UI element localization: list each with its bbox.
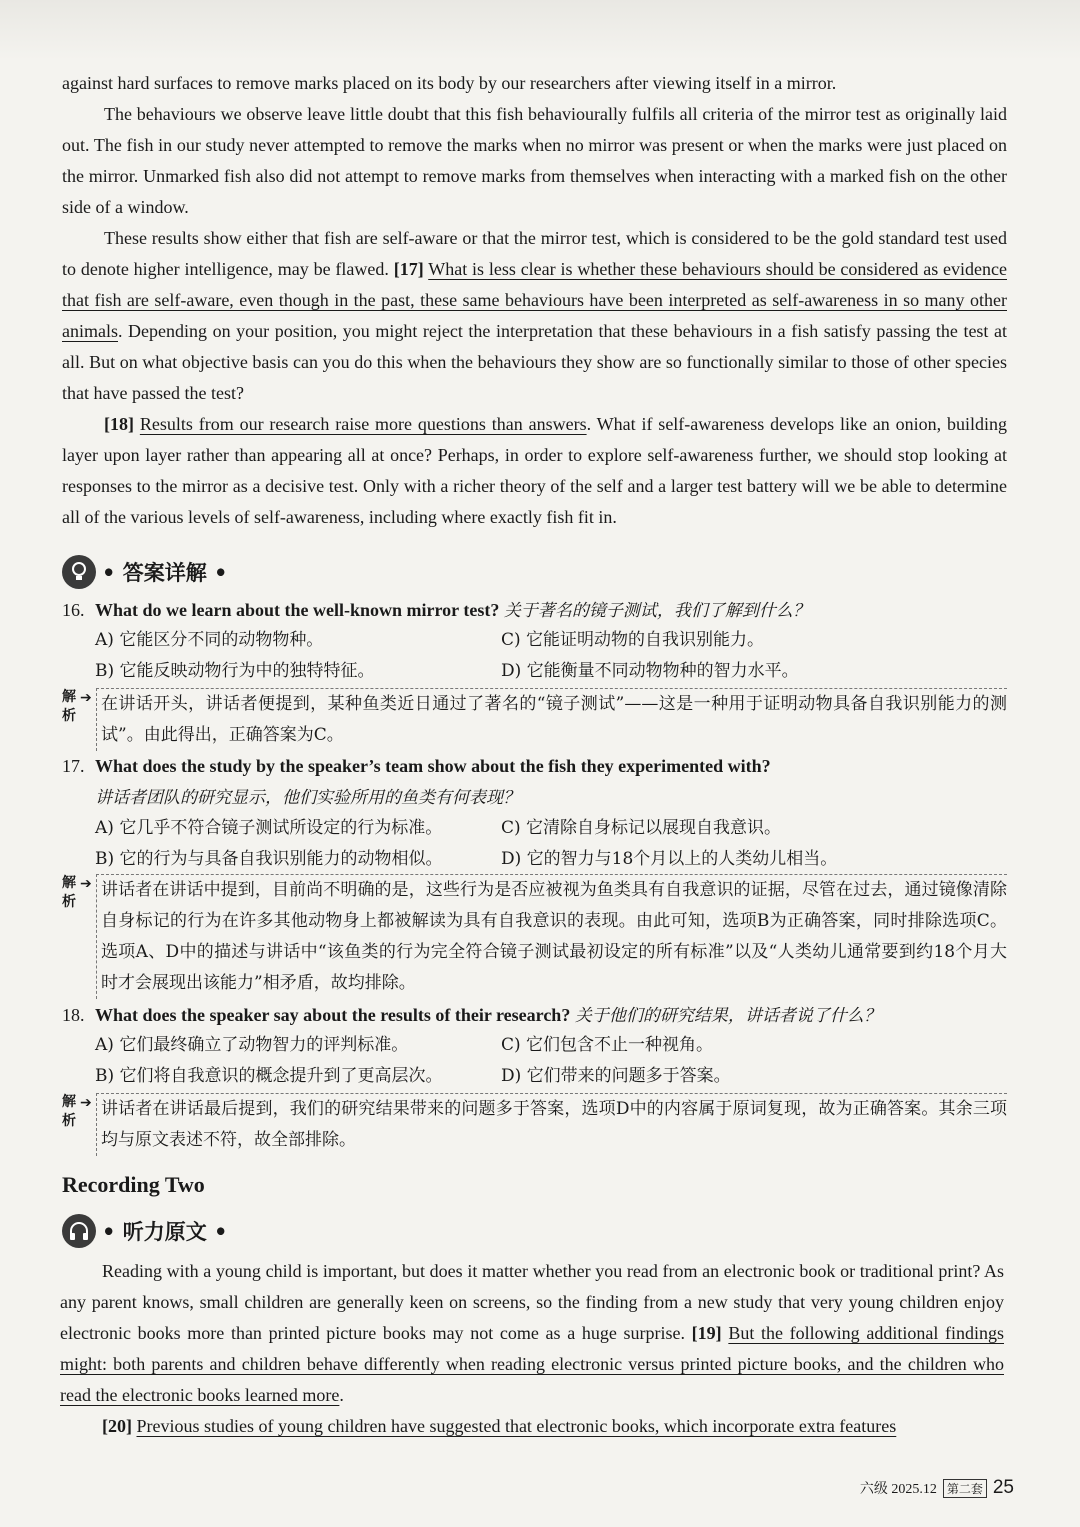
- answers-title: • 答案详解 •: [102, 560, 228, 585]
- lightbulb-icon: [62, 555, 96, 589]
- option-b: B) 它的行为与具备自我识别能力的动物相似。: [95, 849, 443, 869]
- option-a: A) 它几乎不符合镜子测试所设定的行为标准。: [95, 818, 443, 838]
- headphones-icon: [62, 1214, 96, 1248]
- recording-two-title: Recording Two: [62, 1172, 205, 1197]
- explanation-16: 解析 ➔ 在讲话开头，讲话者便提到，某种鱼类近日通过了著名的“镜子测试”——这是一种用于证明动物具备自我识别能力的测试”。由此得出，正确答案为C。: [62, 688, 1007, 751]
- paragraph-results: These results show either that fish are self-aware or that the mirror test, which is considered to be the gold standard test used to denote higher intelligence, may be flawed. [17] What is less clear is whether these behaviours should be considered as evidence that fish are self-aware, even though in the past, these same behaviours have been interpreted as self-awareness in so many other animals. Depending on your position, you might reject the interpretation that these behaviours in a fish satisfy passing the test at all. But on what objective basis can you do this when the behaviours they show are so functionally similar to those of other species that have passed the test?: [62, 228, 1007, 403]
- explanation-label: 解析: [62, 875, 76, 910]
- option-d: D) 它们带来的问题多于答案。: [501, 1066, 731, 1086]
- options-16: [95, 625, 995, 687]
- marker-18: [18]: [104, 414, 134, 434]
- option-a: A) 它能区分不同的动物物种。: [95, 630, 324, 650]
- underlined-answer-20: Previous studies of young children have suggested that electronic books, which incorporate extra features: [136, 1416, 897, 1436]
- option-c: C) 它们包含不止一种视角。: [501, 1035, 714, 1055]
- underlined-answer-18: Results from our research raise more questions than answers: [139, 414, 587, 434]
- passage-two: [60, 1256, 1004, 1442]
- arrow-icon: ➔: [80, 877, 92, 892]
- answers-section-header: [62, 555, 227, 589]
- options-17: [95, 813, 995, 875]
- question-17: 17. What does the study by the speaker’s team show about the fish they experimented with?: [62, 756, 771, 776]
- arrow-icon: ➔: [80, 1096, 92, 1111]
- question-18: 18. What does the speaker say about the results of their research? 关于他们的研究结果，讲话者说了什么？: [62, 1005, 881, 1026]
- page-footer: [860, 1477, 1014, 1499]
- explanation-17: 解析 ➔ 讲话者在讲话中提到，目前尚不明确的是，这些行为是否应被视为鱼类具有自我意识的证据，尽管在过去，通过镜像清除自身标记的行为在许多其他动物身上都被解读为具有自我意识的表现。由此可知，选项B为正确答案，同时排除选项C。选项A、D中的描述与讲话中“该鱼类的行为完全符合镜子测试最初设定的所有标准”以及“人类幼儿通常要到约18个月大时才会展现出该能力”相矛盾，故均排除。: [62, 874, 1007, 999]
- option-c: C) 它清除自身标记以展现自我意识。: [501, 818, 782, 838]
- passage-one: [62, 68, 1007, 533]
- arrow-icon: ➔: [80, 691, 92, 706]
- marker-20: [20]: [102, 1416, 132, 1436]
- page-number: 25: [992, 1477, 1014, 1498]
- paragraph-conclusion: [18] Results from our research raise more questions than answers. What if self-awareness develops like an onion, building layer upon layer rather than appearing all at once? Perhaps, in order to explore self-awareness further, we should stop looking at responses to the mirror as a decisive test. Only with a richer theory of the self and a larger test battery will we be able to determine all of the various levels of self-awareness, including where exactly fish fit in.: [62, 414, 1008, 527]
- marker-19: [19]: [691, 1323, 722, 1343]
- paragraph-behaviours: The behaviours we observe leave little doubt that this fish behaviourally fulfils all criteria of the mirror test as originally laid out. The fish in our study never attempted to remove the marks when no mirror was present or when the marks were just placed on the mirror. Unmarked fish also did not attempt to remove marks from themselves when interacting with a marked fish on the other side of a window.: [62, 104, 1007, 217]
- exam-level: 六级 2025.12: [859, 1482, 937, 1497]
- paragraph-previous-studies: [60, 1411, 1004, 1442]
- marker-17: [17]: [393, 259, 424, 279]
- option-d: D) 它能衡量不同动物物种的智力水平。: [501, 661, 799, 681]
- question-17-chinese: 讲话者团队的研究显示，他们实验所用的鱼类有何表现？: [95, 788, 520, 808]
- listening-title: • 听力原文 •: [102, 1219, 228, 1244]
- option-a: A) 它们最终确立了动物智力的评判标准。: [95, 1035, 409, 1055]
- option-b: B) 它们将自我意识的概念提升到了更高层次。: [95, 1066, 443, 1086]
- options-18: [95, 1030, 995, 1092]
- underlined-answer-17: What is less clear is whether these behaviours should be considered as evidence that fish are self-aware, even though in the past, these same behaviours have been interpreted as self-awareness in so many other animals: [62, 259, 1007, 341]
- option-c: C) 它能证明动物的自我识别能力。: [501, 630, 765, 650]
- question-16: 16. What do we learn about the well-known mirror test? 关于著名的镜子测试，我们了解到什么？: [62, 600, 810, 621]
- option-d: D) 它的智力与18个月以上的人类幼儿相当。: [501, 849, 838, 869]
- top-shadow: [0, 0, 1080, 60]
- underlined-answer-19: But the following additional findings might: both parents and children behave differently when reading electronic versus printed picture books, and the children who read the electronic books learned more: [60, 1323, 1004, 1405]
- paragraph-continuation: against hard surfaces to remove marks placed on its body by our researchers after viewing itself in a mirror.: [62, 73, 837, 93]
- listening-section-header: [62, 1214, 227, 1248]
- option-b: B) 它能反映动物行为中的独特特征。: [95, 661, 375, 681]
- paragraph-reading: Reading with a young child is important, but does it matter whether you read from an electronic book or traditional print? As any parent knows, small children are generally keen on screens, so the finding from a new study that very young children enjoy electronic books more than printed picture books may not come as a huge surprise. [19] But the following additional findings might: both parents and children behave differently when reading electronic versus printed picture books, and the children who read the electronic books learned more.: [60, 1261, 1004, 1405]
- explanation-label: 解析: [62, 689, 76, 724]
- explanation-18: 解析 ➔ 讲话者在讲话最后提到，我们的研究结果带来的问题多于答案，选项D中的内容属于原词复现，故为正确答案。其余三项均与原文表述不符，故全部排除。: [62, 1093, 1007, 1156]
- set-label: 第二套: [943, 1479, 987, 1498]
- explanation-label: 解析: [62, 1094, 76, 1129]
